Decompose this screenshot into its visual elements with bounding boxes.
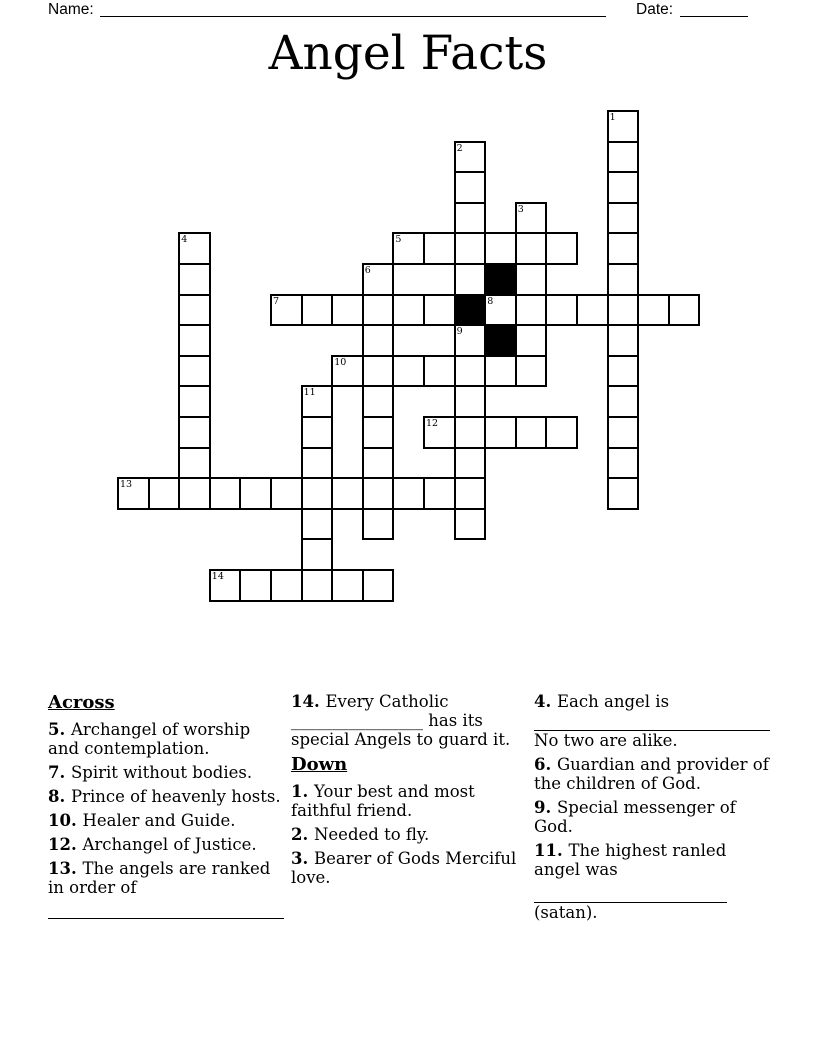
grid-cell[interactable] bbox=[362, 416, 395, 449]
cell-number: 3 bbox=[517, 203, 524, 215]
clues-section bbox=[48, 692, 770, 927]
date-label: Date: bbox=[636, 1, 674, 18]
grid-cell[interactable] bbox=[454, 477, 487, 510]
cell-number: 14 bbox=[211, 571, 224, 582]
grid-cell[interactable] bbox=[148, 477, 181, 510]
grid-cell[interactable] bbox=[607, 324, 640, 357]
cell-number: 2 bbox=[456, 142, 463, 154]
grid-cell[interactable] bbox=[545, 294, 578, 327]
clue-6 bbox=[534, 755, 770, 793]
clue-7 bbox=[48, 763, 284, 782]
cell-number: 9 bbox=[456, 326, 463, 338]
clue-text: Archangel of worship and contemplation. bbox=[48, 720, 251, 758]
clue-number: 10. bbox=[48, 811, 83, 830]
answer-blank-line[interactable] bbox=[48, 906, 284, 919]
grid-cell[interactable] bbox=[362, 294, 395, 327]
cell-number: 13 bbox=[120, 479, 133, 491]
grid-cell[interactable] bbox=[362, 324, 395, 357]
grid-cell[interactable] bbox=[454, 447, 487, 480]
clue-number: 3. bbox=[291, 849, 314, 868]
clue-text: Bearer of Gods Merciful love. bbox=[291, 849, 517, 887]
grid-cell[interactable] bbox=[484, 416, 517, 449]
grid-cell[interactable] bbox=[668, 294, 701, 327]
grid-cell[interactable] bbox=[178, 294, 211, 327]
clue-11 bbox=[534, 841, 770, 922]
grid-cell[interactable] bbox=[607, 385, 640, 418]
clue-text: Your best and most faithful friend. bbox=[291, 782, 475, 820]
clue-number: 2. bbox=[291, 825, 314, 844]
grid-cell-7[interactable] bbox=[270, 294, 303, 327]
grid-cell[interactable] bbox=[454, 416, 487, 449]
grid-cell[interactable] bbox=[178, 385, 211, 418]
grid-cell[interactable] bbox=[270, 569, 303, 602]
cell-number: 5 bbox=[395, 234, 402, 246]
clue-text: The highest ranled angel was bbox=[534, 841, 727, 879]
grid-cell[interactable] bbox=[454, 355, 487, 388]
clue-text: Each angel is bbox=[556, 692, 670, 711]
clue-number: 7. bbox=[48, 763, 71, 782]
clue-14 bbox=[291, 692, 527, 749]
clue-text: Spirit without bodies. bbox=[70, 763, 253, 782]
cell-number: 6 bbox=[364, 265, 371, 276]
grid-cell[interactable] bbox=[178, 263, 211, 296]
grid-cell[interactable] bbox=[301, 508, 334, 541]
grid-cell[interactable] bbox=[392, 355, 425, 388]
clue-number: 8. bbox=[48, 787, 71, 806]
clue-13 bbox=[48, 859, 284, 919]
answer-blank-line[interactable] bbox=[534, 890, 727, 903]
clue-3 bbox=[291, 849, 527, 887]
grid-cell[interactable] bbox=[178, 416, 211, 449]
clue-column-3 bbox=[534, 692, 770, 927]
cell-number: 11 bbox=[303, 387, 316, 399]
clue-column-1 bbox=[48, 692, 284, 927]
grid-cell[interactable] bbox=[607, 447, 640, 480]
grid-cell[interactable] bbox=[239, 477, 272, 510]
clue-12 bbox=[48, 835, 284, 854]
grid-cell[interactable] bbox=[515, 294, 548, 327]
grid-cell[interactable] bbox=[301, 538, 334, 571]
grid-cell[interactable] bbox=[362, 477, 395, 510]
grid-cell[interactable] bbox=[362, 355, 395, 388]
clue-5 bbox=[48, 720, 284, 758]
clue-text: The angels are ranked in order of bbox=[48, 859, 271, 897]
clue-text: Every Catholic ________________ has its special Angels to guard it. bbox=[291, 692, 511, 749]
clue-4 bbox=[534, 692, 770, 750]
grid-cell[interactable] bbox=[178, 477, 211, 510]
grid-cell[interactable] bbox=[607, 263, 640, 296]
grid-cell-black bbox=[484, 324, 517, 357]
grid-cell-10[interactable] bbox=[331, 355, 364, 388]
grid-cell[interactable] bbox=[362, 569, 395, 602]
grid-cell[interactable] bbox=[515, 324, 548, 357]
grid-cell-11[interactable] bbox=[301, 385, 334, 418]
grid-cell[interactable] bbox=[270, 477, 303, 510]
grid-cell[interactable] bbox=[178, 355, 211, 388]
grid-cell-6[interactable] bbox=[362, 263, 395, 296]
clue-number: 14. bbox=[291, 692, 326, 711]
grid-cell[interactable] bbox=[392, 477, 425, 510]
grid-cell[interactable] bbox=[331, 294, 364, 327]
clue-10 bbox=[48, 811, 284, 830]
clue-column-2 bbox=[291, 692, 527, 927]
grid-cell[interactable] bbox=[301, 294, 334, 327]
clue-text: Needed to fly. bbox=[313, 825, 430, 844]
clue-text: Prince of heavenly hosts. bbox=[70, 787, 281, 806]
grid-cell[interactable] bbox=[423, 294, 456, 327]
clue-number: 4. bbox=[534, 692, 557, 711]
clue-8 bbox=[48, 787, 284, 806]
clue-text: (satan). bbox=[534, 903, 598, 922]
clue-number: 12. bbox=[48, 835, 83, 854]
grid-cell[interactable] bbox=[607, 232, 640, 265]
clue-text: Healer and Guide. bbox=[82, 811, 236, 830]
grid-cell[interactable] bbox=[545, 232, 578, 265]
clue-number: 1. bbox=[291, 782, 314, 801]
grid-cell[interactable] bbox=[607, 416, 640, 449]
grid-cell-9[interactable] bbox=[454, 324, 487, 357]
grid-cell[interactable] bbox=[607, 355, 640, 388]
grid-cell[interactable] bbox=[301, 416, 334, 449]
grid-cell[interactable] bbox=[607, 202, 640, 235]
grid-cell-black bbox=[484, 263, 517, 296]
grid-cell[interactable] bbox=[362, 385, 395, 418]
grid-cell-5[interactable] bbox=[392, 232, 425, 265]
clues-header-across: Across bbox=[48, 692, 115, 713]
grid-cell[interactable] bbox=[301, 477, 334, 510]
clue-text: Guardian and provider of the children of God. bbox=[534, 755, 769, 793]
clue-text: No two are alike. bbox=[534, 731, 678, 750]
grid-cell-4[interactable] bbox=[178, 232, 211, 265]
clue-2 bbox=[291, 825, 527, 844]
clue-text: Archangel of Justice. bbox=[82, 835, 257, 854]
grid-cell[interactable] bbox=[423, 477, 456, 510]
grid-cell[interactable] bbox=[515, 355, 548, 388]
grid-cell[interactable] bbox=[454, 232, 487, 265]
grid-cell-3[interactable] bbox=[515, 202, 548, 235]
grid-cell[interactable] bbox=[362, 508, 395, 541]
grid-cell-12[interactable] bbox=[423, 416, 456, 449]
clues-header-down: Down bbox=[291, 754, 348, 775]
cell-number: 1 bbox=[609, 112, 616, 123]
grid-cell[interactable] bbox=[301, 447, 334, 480]
grid-cell-black bbox=[454, 294, 487, 327]
grid-cell-2[interactable] bbox=[454, 141, 487, 174]
grid-cell[interactable] bbox=[178, 447, 211, 480]
cell-number: 7 bbox=[273, 295, 280, 307]
clue-number: 6. bbox=[534, 755, 557, 774]
grid-cell[interactable] bbox=[239, 569, 272, 602]
grid-cell[interactable] bbox=[637, 294, 670, 327]
answer-blank-line[interactable] bbox=[534, 718, 770, 731]
grid-cell[interactable] bbox=[209, 477, 242, 510]
grid-cell[interactable] bbox=[331, 569, 364, 602]
grid-cell[interactable] bbox=[454, 171, 487, 204]
clue-number: 5. bbox=[48, 720, 71, 739]
grid-cell[interactable] bbox=[331, 477, 364, 510]
name-label: Name: bbox=[48, 1, 94, 18]
cell-number: 4 bbox=[181, 234, 188, 246]
grid-cell[interactable] bbox=[545, 416, 578, 449]
grid-cell[interactable] bbox=[607, 477, 640, 510]
grid-cell[interactable] bbox=[484, 232, 517, 265]
grid-cell[interactable] bbox=[515, 232, 548, 265]
grid-cell[interactable] bbox=[454, 385, 487, 418]
grid-cell[interactable] bbox=[607, 141, 640, 174]
grid-cell-14[interactable] bbox=[209, 569, 242, 602]
grid-cell[interactable] bbox=[423, 232, 456, 265]
clue-text: Special messenger of God. bbox=[534, 798, 736, 836]
grid-cell[interactable] bbox=[392, 294, 425, 327]
grid-cell[interactable] bbox=[515, 416, 548, 449]
grid-cell[interactable] bbox=[576, 294, 609, 327]
grid-cell[interactable] bbox=[515, 263, 548, 296]
grid-cell[interactable] bbox=[178, 324, 211, 357]
cell-number: 8 bbox=[487, 295, 494, 307]
grid-cell-13[interactable] bbox=[117, 477, 150, 510]
cell-number: 12 bbox=[426, 418, 439, 429]
page-title: Angel Facts bbox=[268, 26, 548, 81]
grid-cell[interactable] bbox=[454, 508, 487, 541]
grid-cell[interactable] bbox=[607, 294, 640, 327]
clue-number: 9. bbox=[534, 798, 557, 817]
grid-cell[interactable] bbox=[607, 171, 640, 204]
clue-9 bbox=[534, 798, 770, 836]
grid-cell[interactable] bbox=[454, 263, 487, 296]
grid-cell-1[interactable] bbox=[607, 110, 640, 143]
clue-number: 11. bbox=[534, 841, 569, 860]
grid-cell[interactable] bbox=[423, 355, 456, 388]
grid-cell-8[interactable] bbox=[484, 294, 517, 327]
clue-number: 13. bbox=[48, 859, 83, 878]
grid-cell[interactable] bbox=[484, 355, 517, 388]
grid-cell[interactable] bbox=[454, 202, 487, 235]
cell-number: 10 bbox=[334, 356, 347, 368]
grid-cell[interactable] bbox=[362, 447, 395, 480]
grid-cell[interactable] bbox=[301, 569, 334, 602]
clue-1 bbox=[291, 782, 527, 820]
